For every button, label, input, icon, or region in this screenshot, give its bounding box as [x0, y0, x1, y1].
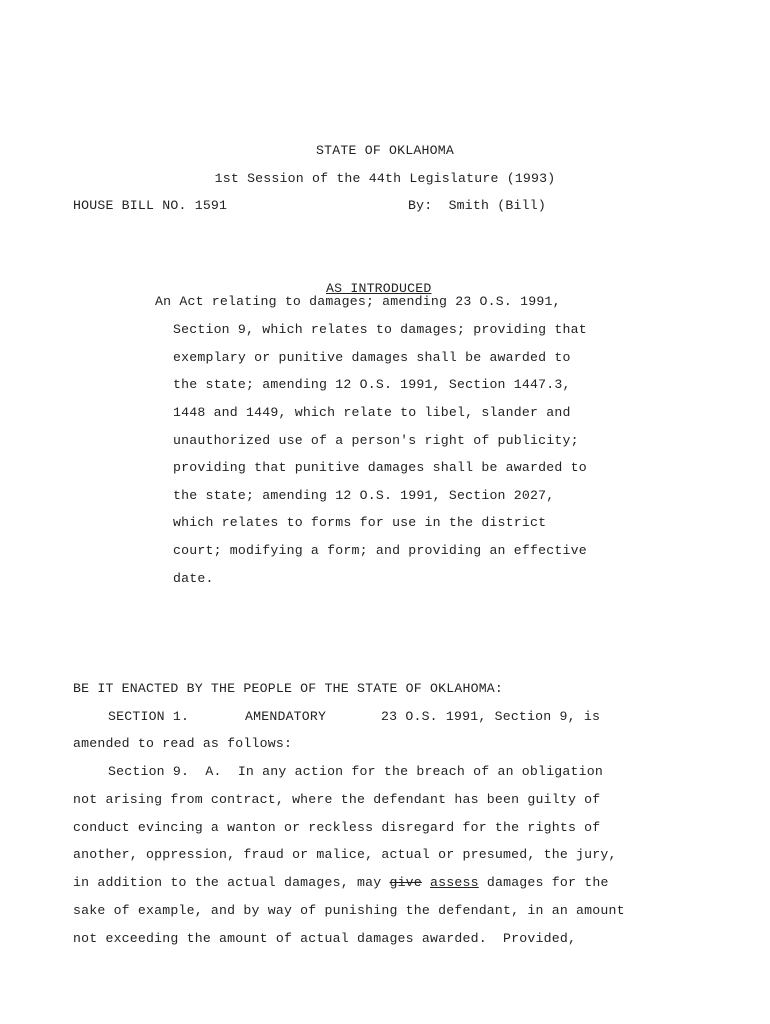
title-line: the state; amending 12 O.S. 1991, Section 1447.3,	[173, 377, 571, 392]
body-line-amended	[73, 875, 609, 891]
struck-text: give	[389, 875, 422, 890]
bill-author: By: Smith (Bill)	[408, 198, 546, 213]
session-line: 1st Session of the 44th Legislature (1993)	[214, 171, 556, 186]
title-line: which relates to forms for use in the district	[173, 515, 547, 530]
body-line: not exceeding the amount of actual damages awarded. Provided,	[73, 931, 577, 946]
inserted-text: assess	[430, 875, 479, 890]
body-line: not arising from contract, where the defendant has been guilty of	[73, 792, 601, 807]
body-line: sake of example, and by way of punishing the defendant, in an amount	[73, 903, 625, 918]
status-label: AS INTRODUCED	[326, 281, 432, 296]
section-citation: 23 O.S. 1991, Section 9, is	[381, 709, 601, 724]
enacting-clause: BE IT ENACTED BY THE PEOPLE OF THE STATE OF OKLAHOMA:	[73, 681, 504, 696]
bill-number: HOUSE BILL NO. 1591	[73, 198, 228, 213]
title-line: date.	[173, 571, 214, 586]
title-line: unauthorized use of a person's right of publicity;	[173, 433, 579, 448]
state-heading: STATE OF OKLAHOMA	[316, 143, 454, 158]
title-line: court; modifying a form; and providing an effective	[173, 543, 587, 558]
section-type: AMENDATORY	[245, 709, 327, 724]
title-line: the state; amending 12 O.S. 1991, Section 2027,	[173, 488, 555, 503]
body-text: in addition to the actual damages, may	[73, 875, 390, 890]
section-continuation: amended to read as follows:	[73, 736, 293, 751]
title-line: exemplary or punitive damages shall be awarded to	[173, 350, 571, 365]
title-line: providing that punitive damages shall be awarded to	[173, 460, 587, 475]
body-line: conduct evincing a wanton or reckless disregard for the rights of	[73, 820, 601, 835]
section-label: SECTION 1.	[108, 709, 190, 724]
title-line: Section 9, which relates to damages; providing that	[173, 322, 587, 337]
body-line: Section 9. A. In any action for the breach of an obligation	[108, 764, 603, 779]
title-line: An Act relating to damages; amending 23 O.S. 1991,	[155, 294, 561, 309]
body-line: another, oppression, fraud or malice, actual or presumed, the jury,	[73, 847, 617, 862]
body-text: damages for the	[478, 875, 609, 890]
title-line: 1448 and 1449, which relate to libel, slander and	[173, 405, 571, 420]
